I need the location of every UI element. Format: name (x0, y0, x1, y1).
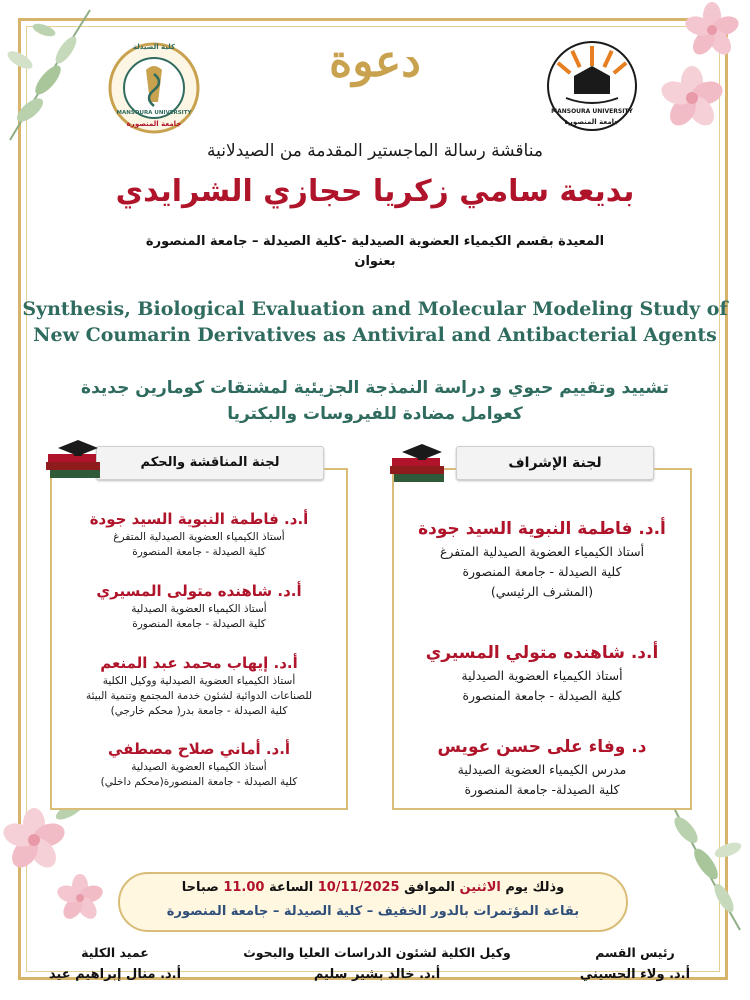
examination-committee-heading: لجنة المناقشة والحكم (96, 446, 324, 480)
schedule-date: 10/11/2025 (317, 880, 400, 895)
schedule-period: صباحا (181, 880, 219, 895)
signature-dean (40, 942, 190, 986)
thesis-title-en (20, 296, 730, 348)
intro-line: مناقشة رسالة الماجستير المقدمة من الصيدلانية (207, 141, 543, 161)
top-left-leaves-icon (0, 0, 110, 150)
member-name: د. وفاء على حسن عويس (437, 737, 647, 757)
member-role: (المشرف الرئيسي) (490, 584, 594, 599)
schedule-agreed: الموافق (404, 880, 455, 895)
title-ar-line2: كعوامل مضادة للفيروسات والبكتريا (227, 404, 523, 424)
schedule-hour-word: الساعة (268, 880, 314, 895)
member-affiliation: كلية الصيدلة - جامعة المنصورة (132, 546, 266, 558)
graduation-cap-books-icon (384, 442, 450, 486)
logo-bottom-text: جامعة المنصورة (564, 118, 620, 126)
invitation-calligraphy: دعوة (329, 36, 421, 87)
member-title: أستاذ الكيمياء العضوية الصيدلية ووكيل الكلية (102, 675, 296, 687)
exam-member-2 (60, 580, 338, 632)
supervision-committee-heading: لجنة الإشراف (456, 446, 654, 480)
schedule-venue: بقاعة المؤتمرات بالدور الخفيف – كلية الصيدلة – جامعة المنصورة (166, 904, 580, 919)
signature-role: وكيل الكلية لشئون الدراسات العليا والبحوث (243, 945, 511, 960)
member-name: أ.د. إيهاب محمد عبد المنعم (100, 654, 298, 672)
schedule-time: 11.00 (223, 880, 265, 895)
schedule-day: الاثنين (459, 880, 501, 895)
member-name: أ.د. شاهنده متولي المسيري (425, 643, 659, 663)
signature-vice-dean (212, 942, 542, 986)
logo-bottom-text: جامعة المنصورة (126, 120, 182, 128)
department-line: المعيدة بقسم الكيمياء العضوية الصيدلية -كلية الصيدلة – جامعة المنصورة (145, 234, 605, 249)
signature-role: رئيس القسم (595, 945, 675, 960)
logo-band-text: MANSOURA UNIVERSITY (116, 110, 192, 116)
schedule-prefix: وذلك يوم (505, 880, 565, 895)
schedule-line (120, 880, 626, 895)
exam-member-1 (60, 508, 338, 560)
member-affiliation: كلية الصيدلة - جامعة المنصورة (462, 688, 622, 703)
supervisor-1 (402, 516, 682, 602)
logo-band-text: MANSOURA UNIVERSITY (551, 108, 633, 115)
candidate-name: بديعة سامي زكريا حجازي الشرايدي (115, 174, 635, 209)
member-title: أستاذ الكيمياء العضوية الصيدلية (131, 603, 267, 615)
member-title: أستاذ الكيمياء العضوية الصيدلية (131, 761, 267, 773)
member-title-cont: للصناعات الدوائية لشئون خدمة المجتمع وتنمية البيئة (85, 690, 313, 702)
logo-top-text: كلية الصيدلة (132, 43, 176, 51)
supervisor-2 (402, 640, 682, 706)
member-affiliation: كلية الصيدلة- جامعة المنصورة (464, 782, 620, 797)
bottom-left-flowers-icon (0, 790, 120, 940)
top-right-flowers-icon (630, 0, 750, 150)
member-title: مدرس الكيمياء العضوية الصيدلية (457, 762, 627, 777)
pharmacy-faculty-logo (106, 40, 202, 136)
title-en-line1: Synthesis, Biological Evaluation and Molecular Modeling Study of (22, 298, 728, 320)
member-affiliation: كلية الصيدلة - جامعة المنصورة(محكم داخلي) (100, 776, 298, 788)
signature-role: عميد الكلية (81, 945, 149, 960)
member-name: أ.د. فاطمة النبوية السيد جودة (418, 519, 666, 539)
titled-label: بعنوان (354, 254, 396, 269)
mansoura-university-logo (544, 38, 640, 134)
signature-department-head (560, 942, 710, 986)
member-title: أستاذ الكيمياء العضوية الصيدلية (461, 668, 623, 683)
signature-name: أ.د. ولاء الحسيني (579, 967, 691, 982)
bottom-right-leaves-icon (650, 790, 750, 940)
supervisor-3 (402, 734, 682, 800)
title-en-line2: New Coumarin Derivatives as Antiviral and Antibacterial Agents (33, 324, 717, 346)
member-title: أستاذ الكيمياء العضوية الصيدلية المتفرغ (439, 544, 645, 559)
exam-member-3 (60, 652, 338, 719)
thesis-title-ar (0, 375, 750, 427)
member-title: أستاذ الكيمياء العضوية الصيدلية المتفرغ (113, 531, 285, 543)
member-affiliation: كلية الصيدلة - جامعة المنصورة (132, 618, 266, 630)
member-name: أ.د. أماني صلاح مصطفي (107, 740, 291, 758)
signature-name: أ.د. منال إبراهيم عيد (48, 967, 182, 982)
member-name: أ.د. فاطمة النبوية السيد جودة (89, 510, 309, 528)
exam-member-4 (60, 738, 338, 790)
signature-name: أ.د. خالد بشير سليم (313, 967, 441, 982)
graduation-cap-books-icon (40, 438, 106, 482)
member-affiliation: كلية الصيدلة - جامعة بدر( محكم خارجي) (110, 705, 288, 717)
member-affiliation: كلية الصيدلة - جامعة المنصورة (462, 564, 622, 579)
member-name: أ.د. شاهنده متولى المسيري (96, 582, 302, 600)
title-ar-line1: تشييد وتقييم حيوي و دراسة النمذجة الجزيئية لمشتقات كومارين جديدة (81, 378, 669, 398)
